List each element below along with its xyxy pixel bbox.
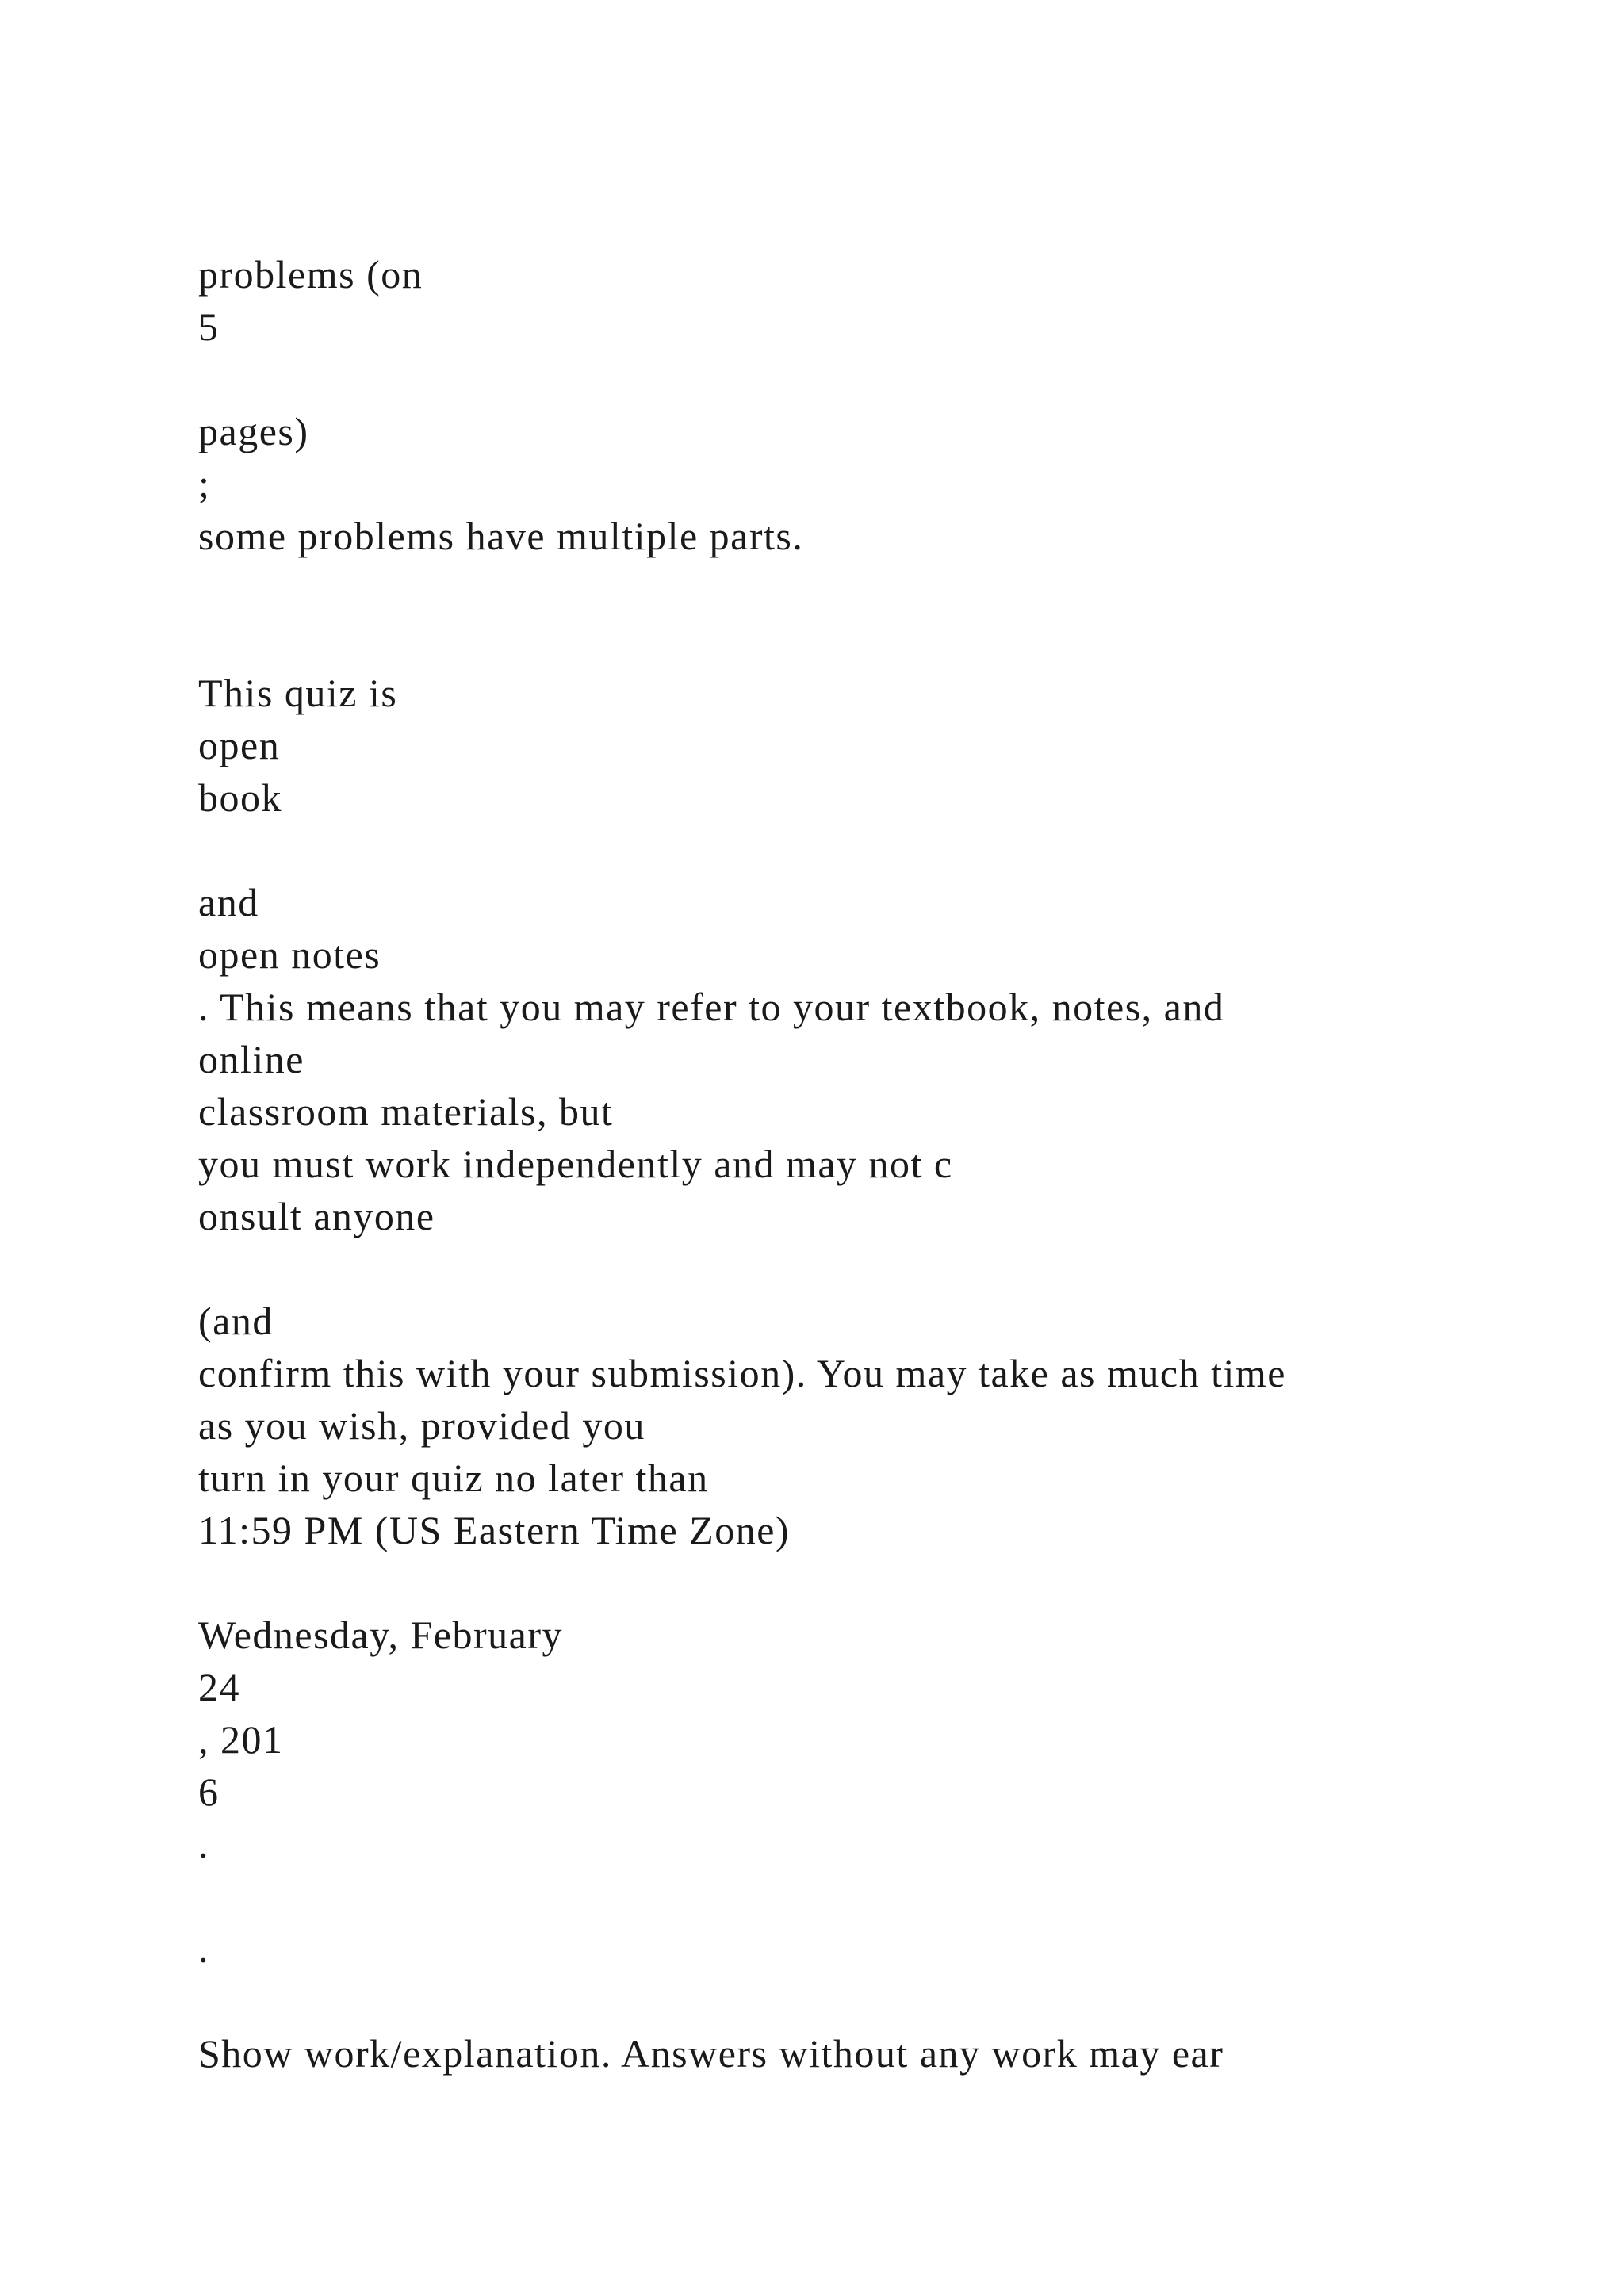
text-line: 5 [198,304,220,349]
text-line: , 201 [198,1717,284,1762]
text-line: problems (on [198,252,423,297]
text-line: 24 [198,1665,240,1709]
text-line: (and [198,1299,274,1343]
text-line: open notes [198,932,381,977]
text-line: onsult anyone [198,1194,435,1238]
text-line: ; [198,461,211,506]
text-line: classroom materials, but [198,1089,614,1134]
text-line: you must work independently and may not c [198,1142,953,1186]
text-line: open [198,723,281,767]
text-line: 11:59 PM (US Eastern Time Zone) [198,1508,791,1552]
text-line: Wednesday, February [198,1613,563,1657]
text-line: and [198,880,259,924]
text-line: confirm this with your submission). You may take as much time [198,1351,1286,1395]
text-line: online [198,1037,304,1081]
text-line: turn in your quiz no later than [198,1456,709,1500]
text-line: Show work/explanation. Answers without any work may ear [198,2031,1224,2076]
text-line: . [198,1927,209,1971]
text-line: some problems have multiple parts. [198,514,804,558]
text-line: as you wish, provided you [198,1403,645,1448]
text-line: pages) [198,409,309,453]
text-line: . This means that you may refer to your textbook, notes, and [198,985,1225,1029]
text-line: book [198,775,282,820]
text-line: 6 [198,1770,220,1814]
text-line: . [198,1822,209,1866]
text-line: This quiz is [198,671,398,715]
